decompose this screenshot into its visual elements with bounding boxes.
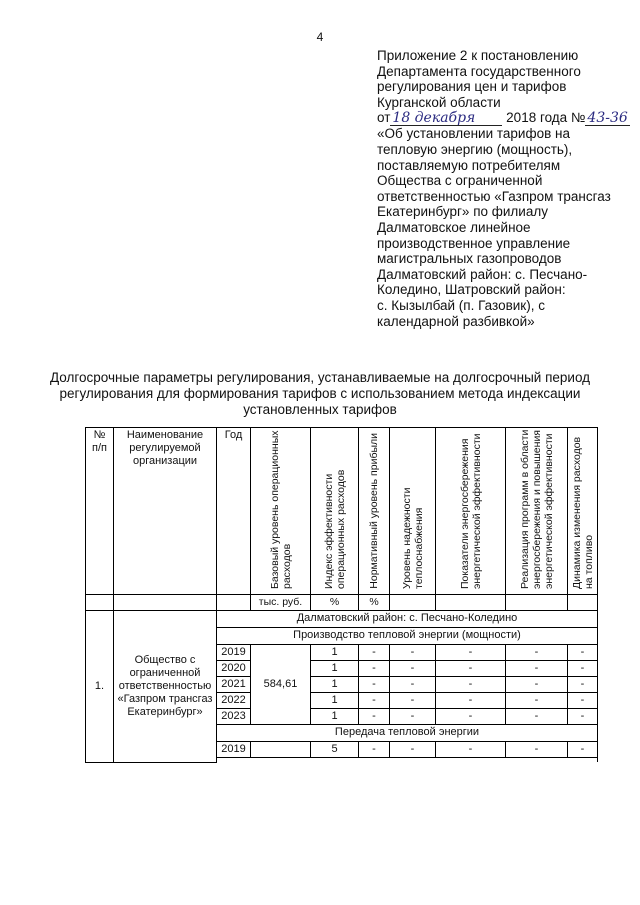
appendix-body-line: с. Кызылбай (п. Газовик), с	[377, 297, 545, 313]
unit-cell	[86, 595, 114, 611]
appendix-line: Департамента государственного	[377, 63, 581, 79]
header-base-level	[251, 428, 311, 595]
appendix-line: Приложение 2 к постановлению	[377, 48, 579, 63]
dash-cell: -	[568, 742, 598, 758]
dash-cell: -	[506, 677, 568, 693]
base-value-cell: 584,61	[251, 645, 311, 725]
index-cell: 1	[311, 661, 359, 677]
unit-index: %	[311, 595, 359, 611]
header-programs-text: Реализация программ в области энергосбережения и повышения энергетической эффективности	[518, 429, 555, 589]
year-cell: 2022	[217, 693, 251, 709]
dash-cell: -	[568, 693, 598, 709]
title-line: регулирования для формирования тарифов с использованием метода индексации	[59, 386, 581, 401]
appendix-body-line: Далматовское линейное	[377, 219, 531, 235]
appendix-body-line: календарной разбивкой»	[377, 313, 535, 329]
dash-cell: -	[390, 742, 436, 758]
header-energy-saving	[436, 428, 506, 595]
index-cell: 1	[311, 693, 359, 709]
dash-cell: -	[359, 742, 390, 758]
year-cell: 2023	[217, 709, 251, 725]
header-profit-level-text: Нормативный уровень прибыли	[368, 433, 380, 589]
appendix-body-line: поставляемую потребителям	[377, 157, 561, 173]
appendix-body-line: Коледино, Шатровский район:	[377, 282, 566, 298]
handwritten-number: 43-36	[587, 110, 628, 127]
dash-cell: -	[436, 742, 506, 758]
appendix-year: 2018 года №	[506, 110, 586, 126]
document-title	[40, 370, 600, 418]
appendix-body-line: Екатеринбург» по филиалу	[377, 204, 548, 220]
dash-cell: -	[436, 677, 506, 693]
header-base-level-text: Базовый уровень операционных расходов	[268, 430, 293, 589]
year-cell: 2019	[217, 645, 251, 661]
section-production-label: Производство тепловой энергии (мощности)	[217, 628, 598, 645]
section-transfer-label: Передача тепловой энергии	[217, 725, 598, 742]
unit-cell	[506, 595, 568, 611]
dash-cell: -	[568, 677, 598, 693]
base-value-cell	[251, 742, 311, 758]
index-cell: 1	[311, 709, 359, 725]
dash-cell: -	[568, 661, 598, 677]
unit-profit: %	[359, 595, 390, 611]
appendix-body-line: Общества с ограниченной	[377, 173, 543, 189]
header-year: Год	[217, 428, 251, 595]
year-cell: 2021	[217, 677, 251, 693]
unit-base: тыс. руб.	[251, 595, 311, 611]
appendix-header	[377, 48, 627, 329]
unit-cell	[217, 595, 251, 611]
dash-cell: -	[506, 661, 568, 677]
appendix-line: регулирования цен и тарифов	[377, 79, 567, 95]
dash-cell: -	[390, 661, 436, 677]
dash-cell: -	[390, 677, 436, 693]
appendix-body-line: Далматовский район: с. Песчано-	[377, 266, 588, 282]
header-fuel-dynamics-text: Динамика изменения расходов на топливо	[570, 436, 595, 589]
header-row	[86, 428, 598, 595]
unit-cell	[114, 595, 217, 611]
dash-cell: -	[359, 709, 390, 725]
appendix-body-line: производственное управление	[377, 235, 571, 251]
dash-cell: -	[390, 709, 436, 725]
dash-cell: -	[359, 693, 390, 709]
dash-cell: -	[506, 645, 568, 661]
dash-cell: -	[506, 709, 568, 725]
header-profit-level	[359, 428, 390, 595]
dash-cell: -	[359, 677, 390, 693]
header-fuel-dynamics	[568, 428, 598, 595]
title-line: установленных тарифов	[243, 402, 397, 417]
dash-cell: -	[390, 693, 436, 709]
dash-cell: -	[390, 645, 436, 661]
row-number: 1.	[86, 611, 114, 763]
title-line: Долгосрочные параметры регулирования, устанавливаемые на долгосрочный период	[49, 370, 591, 385]
appendix-line: Курганской области	[377, 94, 501, 110]
region-label: Далматовский район: с. Песчано-Коледино	[217, 611, 598, 628]
dash-cell: -	[436, 645, 506, 661]
region-row	[86, 611, 598, 628]
appendix-body-line: ответственностью «Газпром трансгаз	[377, 188, 611, 204]
header-organization: Наименование регулируемой организации	[114, 428, 217, 595]
unit-cell	[568, 595, 598, 611]
appendix-body-line: магистральных газопроводов	[377, 251, 562, 267]
index-cell: 5	[311, 742, 359, 758]
header-efficiency-index	[311, 428, 359, 595]
dash-cell: -	[506, 742, 568, 758]
header-programs	[506, 428, 568, 595]
unit-cell	[390, 595, 436, 611]
appendix-from: от	[377, 110, 391, 126]
units-row	[86, 595, 598, 611]
dash-cell: -	[568, 709, 598, 725]
dash-cell: -	[436, 661, 506, 677]
header-reliability	[390, 428, 436, 595]
appendix-date-line	[377, 110, 627, 126]
header-num: № п/п	[86, 428, 114, 595]
dash-cell: -	[436, 693, 506, 709]
page-number: 4	[316, 30, 324, 44]
dash-cell: -	[568, 645, 598, 661]
header-efficiency-index-text: Индекс эффективности операционных расходов	[322, 469, 347, 589]
organization-name: Общество с ограниченной ответственностью «Газпром трансгаз Екатеринбург»	[114, 611, 217, 763]
year-cell: 2020	[217, 661, 251, 677]
index-cell: 1	[311, 645, 359, 661]
table-continuation	[217, 758, 598, 763]
unit-cell	[436, 595, 506, 611]
dash-cell: -	[506, 693, 568, 709]
header-reliability-text: Уровень надежности теплоснабжения	[400, 487, 425, 589]
handwritten-date: 18 декабря	[390, 111, 502, 126]
dash-cell: -	[359, 645, 390, 661]
appendix-body-line: «Об установлении тарифов на	[377, 126, 570, 142]
parameters-table	[85, 427, 598, 763]
index-cell: 1	[311, 677, 359, 693]
header-energy-saving-text: Показатели энергосбережения энергетической эффективности	[458, 433, 483, 589]
dash-cell: -	[436, 709, 506, 725]
year-cell: 2019	[217, 742, 251, 758]
appendix-body-line: тепловую энергию (мощность),	[377, 141, 573, 157]
dash-cell: -	[359, 661, 390, 677]
